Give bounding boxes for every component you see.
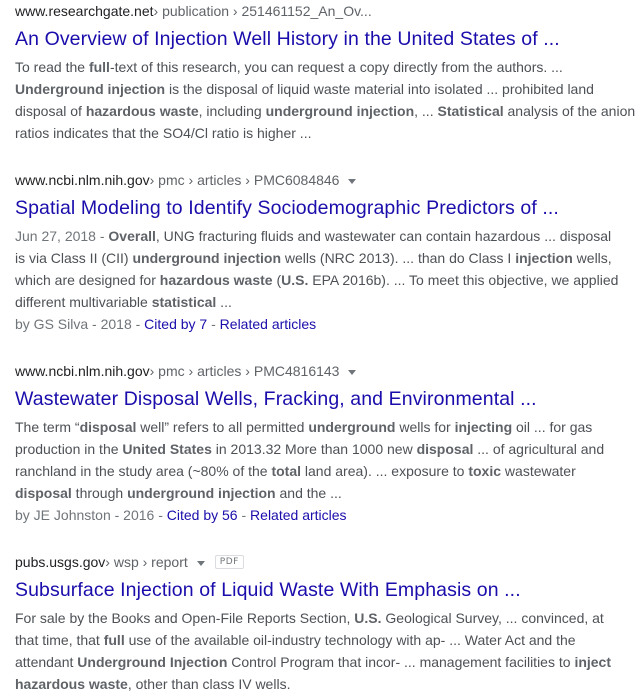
- snippet-line: [15, 460, 614, 482]
- pdf-badge: PDF: [215, 555, 244, 569]
- snippet-highlight: full: [103, 632, 125, 648]
- snippet-text: is the disposal of liquid waste material into isolated ... prohibited land: [165, 81, 594, 97]
- result-title-link[interactable]: An Overview of Injection Well History in the United States of ...: [15, 28, 560, 50]
- snippet-line: [15, 416, 614, 438]
- result-title-link[interactable]: Spatial Modeling to Identify Sociodemographic Predictors of ...: [15, 197, 559, 219]
- snippet-text: use of the available oil-industry technology with ap- ... Water Act and the: [124, 632, 576, 648]
- result-author-year: by GS Silva - 2018 -: [15, 316, 145, 332]
- snippet-text: Control Program that incor- ... management facilities to: [227, 654, 575, 670]
- snippet-text: , including: [198, 103, 266, 119]
- search-result: [15, 170, 619, 335]
- result-url[interactable]: [15, 552, 614, 572]
- snippet-line: [15, 651, 614, 673]
- snippet-highlight: Statistical: [437, 103, 504, 119]
- snippet-date: Jun 27, 2018 -: [15, 228, 109, 244]
- snippet-highlight: toxic: [468, 463, 502, 479]
- chevron-down-icon[interactable]: [197, 561, 205, 566]
- snippet-text: ... of agricultural and: [473, 441, 605, 457]
- snippet-line: [15, 247, 614, 269]
- snippet-line: [15, 482, 614, 504]
- snippet-text: , other than class IV wells.: [127, 676, 291, 692]
- result-title-link[interactable]: Wastewater Disposal Wells, Fracking, and Environmental ...: [15, 388, 537, 410]
- result-path: › wsp › report: [105, 554, 188, 570]
- snippet-text: The term “: [15, 419, 80, 435]
- snippet-text: which are designed for: [15, 272, 160, 288]
- snippet-line: [15, 291, 614, 313]
- chevron-down-icon[interactable]: [348, 179, 356, 184]
- result-url[interactable]: [15, 170, 614, 190]
- related-articles-link[interactable]: Related articles: [219, 316, 317, 332]
- result-snippet: [15, 225, 619, 313]
- snippet-highlight: statistical: [151, 294, 217, 310]
- result-snippet: [15, 56, 635, 144]
- snippet-highlight: inject: [574, 654, 612, 670]
- snippet-highlight: underground injection: [132, 250, 282, 266]
- snippet-text: ...: [216, 294, 232, 310]
- snippet-text: wastewater: [501, 463, 576, 479]
- snippet-text: production in the: [15, 441, 123, 457]
- snippet-line: [15, 225, 614, 247]
- meta-separator: -: [237, 507, 251, 523]
- result-title-link[interactable]: Subsurface Injection of Liquid Waste With Emphasis on ...: [15, 579, 521, 601]
- snippet-highlight: full: [88, 59, 110, 75]
- snippet-text: ratios indicates that the SO4/Cl ratio is higher ...: [15, 125, 312, 141]
- snippet-highlight: Underground injection: [15, 81, 166, 97]
- snippet-text: Geological Survey, ... convinced, at: [381, 610, 604, 626]
- cited-by-link[interactable]: Cited by 56: [166, 507, 238, 523]
- snippet-text: , UNG fracturing fluids and wastewater can contain hazardous ... disposal: [155, 228, 612, 244]
- snippet-text: wells (NRC 2013). ... than do Class I: [281, 250, 516, 266]
- snippet-highlight: injection: [515, 250, 573, 266]
- snippet-line: [15, 78, 614, 100]
- snippet-highlight: disposal: [15, 485, 72, 501]
- result-path: › pmc › articles › PMC4816143: [149, 363, 340, 379]
- snippet-line: [15, 122, 614, 144]
- snippet-text: disposal of: [15, 103, 86, 119]
- snippet-line: [15, 56, 614, 78]
- chevron-down-icon[interactable]: [348, 370, 356, 375]
- result-meta: [15, 504, 614, 526]
- snippet-text: through: [71, 485, 128, 501]
- snippet-text: To read the: [15, 59, 89, 75]
- search-result: [15, 361, 614, 526]
- snippet-text: wells for: [395, 419, 455, 435]
- snippet-text: wells,: [572, 250, 612, 266]
- snippet-text: attendant: [15, 654, 78, 670]
- search-result: [15, 1, 635, 144]
- snippet-text: oil ... for gas: [512, 419, 593, 435]
- snippet-highlight: injecting: [454, 419, 513, 435]
- result-domain: www.researchgate.net: [15, 3, 154, 19]
- snippet-highlight: hazardous waste: [15, 676, 128, 692]
- result-domain: pubs.usgs.gov: [15, 554, 106, 570]
- snippet-highlight: total: [271, 463, 302, 479]
- result-path: › pmc › articles › PMC6084846: [149, 172, 340, 188]
- snippet-text: different multivariable: [15, 294, 152, 310]
- result-snippet: [15, 416, 614, 504]
- search-result: [15, 552, 614, 695]
- snippet-highlight: U.S.: [354, 610, 382, 626]
- snippet-text: in 2013.32 More than 1000 new: [211, 441, 417, 457]
- snippet-line: [15, 269, 619, 291]
- snippet-text: analysis of the anion: [503, 103, 635, 119]
- related-articles-link[interactable]: Related articles: [250, 507, 347, 523]
- cited-by-link[interactable]: Cited by 7: [144, 316, 208, 332]
- snippet-highlight: United States: [122, 441, 212, 457]
- result-meta: [15, 313, 614, 335]
- snippet-highlight: Underground Injection: [77, 654, 228, 670]
- snippet-highlight: underground injection: [127, 485, 276, 501]
- result-path: › publication › 251461152_An_Ov...: [153, 3, 372, 19]
- snippet-text: -text of this research, you can request a copy directly from the authors. ...: [109, 59, 563, 75]
- snippet-text: EPA 2016b). ... To meet this objective, we applied: [308, 272, 619, 288]
- snippet-text: For sale by the Books and Open-File Reports Section,: [15, 610, 355, 626]
- snippet-text: and the ...: [275, 485, 342, 501]
- snippet-text: well” refers to all permitted: [136, 419, 309, 435]
- snippet-text: is via Class II (CII): [15, 250, 133, 266]
- snippet-highlight: U.S.: [281, 272, 309, 288]
- snippet-highlight: Overall: [108, 228, 156, 244]
- snippet-highlight: disposal: [416, 441, 474, 457]
- snippet-text: land area). ... exposure to: [301, 463, 469, 479]
- result-domain: www.ncbi.nlm.nih.gov: [15, 363, 150, 379]
- snippet-highlight: disposal: [79, 419, 137, 435]
- snippet-highlight: underground injection: [265, 103, 415, 119]
- snippet-line: [15, 438, 614, 460]
- snippet-text: that time, that: [15, 632, 104, 648]
- result-snippet: [15, 607, 614, 695]
- meta-separator: -: [207, 316, 220, 332]
- snippet-highlight: hazardous waste: [159, 272, 273, 288]
- snippet-text: (: [272, 272, 282, 288]
- snippet-highlight: underground: [308, 419, 396, 435]
- snippet-line: [15, 629, 614, 651]
- snippet-line: [15, 673, 614, 695]
- result-author-year: by JE Johnston - 2016 -: [15, 507, 167, 523]
- snippet-text: , ...: [414, 103, 438, 119]
- snippet-highlight: hazardous waste: [85, 103, 199, 119]
- result-url[interactable]: [15, 1, 614, 21]
- snippet-text: ranchland in the study area (~80% of the: [15, 463, 272, 479]
- snippet-line: [15, 100, 635, 122]
- snippet-line: [15, 607, 614, 629]
- result-url[interactable]: [15, 361, 614, 381]
- result-domain: www.ncbi.nlm.nih.gov: [15, 172, 150, 188]
